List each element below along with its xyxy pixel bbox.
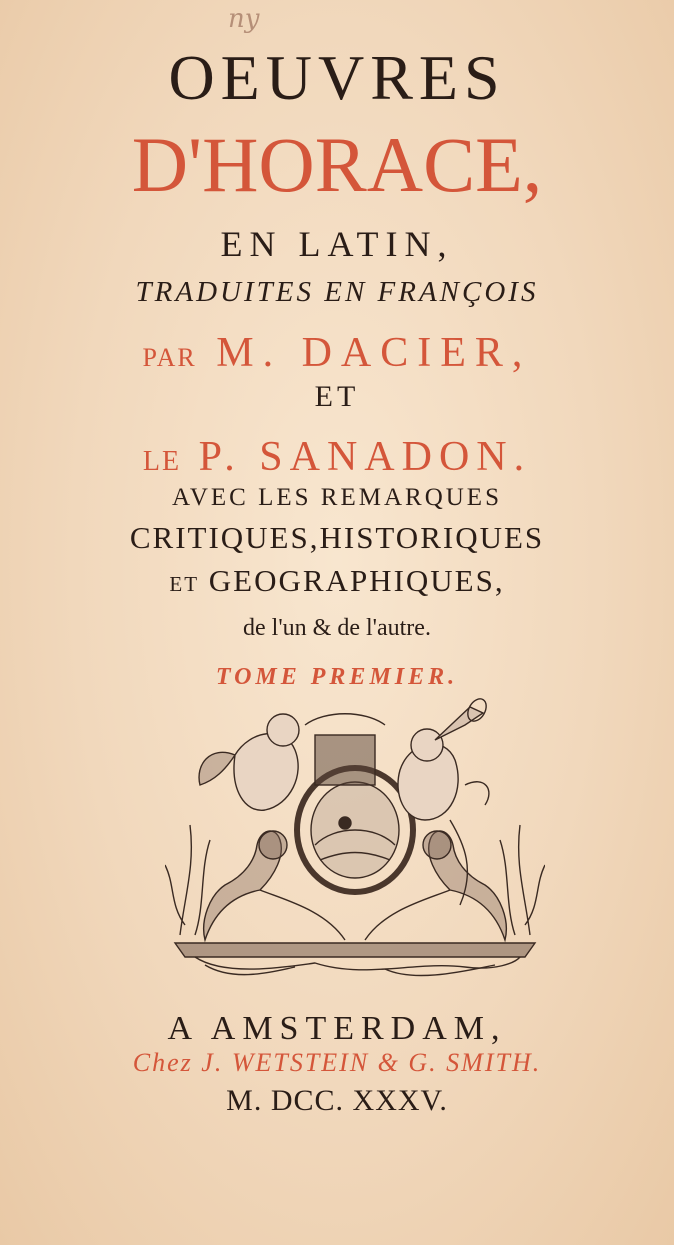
volume-label: TOME PREMIER. xyxy=(215,664,459,690)
geographiques-text: GEOGRAPHIQUES, xyxy=(208,563,505,598)
printer-device-vignette xyxy=(165,695,545,985)
title-line-de-lun: de l'un & de l'autre. xyxy=(243,615,431,641)
title-line-et: ET xyxy=(314,380,360,413)
imprint-year: M. DCC. XXXV. xyxy=(226,1084,448,1117)
title-line-oeuvres: OEUVRES xyxy=(168,42,506,113)
le-label: LE xyxy=(142,446,182,477)
et-label: ET xyxy=(169,572,200,596)
dacier-name: M. DACIER, xyxy=(216,330,532,376)
title-line-horace: D'HORACE, xyxy=(131,121,543,208)
title-line-traduites: TRADUITES EN FRANÇOIS xyxy=(135,276,539,308)
par-label: PAR xyxy=(142,343,197,372)
sanadon-name: P. SANADON. xyxy=(198,434,532,480)
title-line-critiques: CRITIQUES,HISTORIQUES xyxy=(129,520,545,555)
title-line-en-latin: EN LATIN, xyxy=(220,224,454,264)
title-line-dacier xyxy=(0,332,674,374)
imprint-place: A AMSTERDAM, xyxy=(167,1010,507,1047)
imprint-publisher: Chez J. WETSTEIN & G. SMITH. xyxy=(132,1048,542,1077)
title-line-geographiques xyxy=(0,565,674,596)
title-line-remarques: AVEC LES REMARQUES xyxy=(172,484,502,511)
handwritten-annotation: ny xyxy=(228,4,260,34)
title-line-sanadon xyxy=(0,436,674,478)
